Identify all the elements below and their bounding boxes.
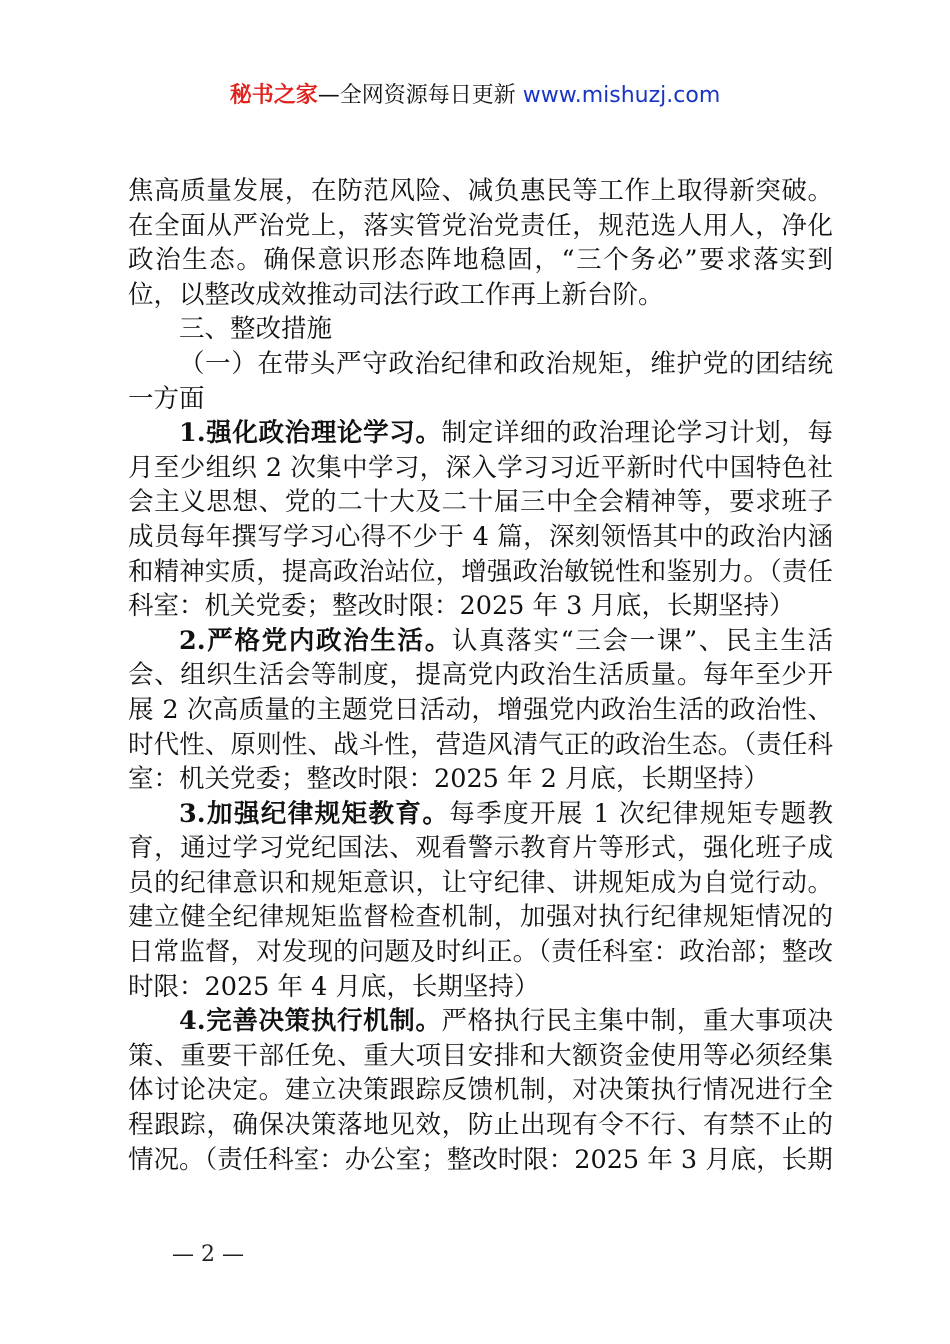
- measure-text: 严格执行民主集中制，重大事项决策、重要干部任免、重大项目安排和大额资金使用等必须经集体讨论决定。建立决策跟踪反馈机制，对决策执行情况进行全程跟踪，确保决策落地见效，防止出现有令不行、有禁不止的情况。（责任科室：办公室；整改时限：2025 年 3 月底，长期: [128, 1006, 833, 1175]
- measure-heading: 3.加强纪律规矩教育。: [179, 798, 450, 829]
- measure-item-1: [128, 416, 833, 624]
- document-body: [128, 174, 833, 1177]
- site-url-link[interactable]: www.mishuzj.com: [522, 83, 721, 108]
- brand-name: 秘书之家: [229, 83, 318, 108]
- measure-heading: 1.强化政治理论学习。: [179, 418, 442, 449]
- header-separator: —: [317, 83, 340, 108]
- measure-heading: 2.严格党内政治生活。: [179, 625, 452, 656]
- continuation-paragraph: 焦高质量发展，在防范风险、减负惠民等工作上取得新突破。在全面从严治党上，落实管党治党责任，规范选人用人，净化政治生态。确保意识形态阵地稳固，“三个务必”要求落实到位，以整改成效推动司法行政工作再上新台阶。: [128, 176, 833, 310]
- page-number: — 2 —: [172, 1242, 244, 1267]
- site-header: [0, 80, 950, 112]
- measure-item-4: [128, 1004, 833, 1177]
- measure-item-2: [128, 624, 833, 797]
- measure-text: 制定详细的政治理论学习计划，每月至少组织 2 次集中学习，深入学习习近平新时代中国特色社会主义思想、党的二十大及二十届三中全会精神等，要求班子成员每年撰写学习心得不少于 4 篇，深刻领悟其中的政治内涵和精神实质，提高政治站位，增强政治敏锐性和鉴别力。（责任科室：机关党委；整改时限：2025 年 3 月底，长期坚持）: [128, 418, 833, 622]
- measure-item-3: [128, 797, 833, 1005]
- measure-text: 认真落实“三会一课”、民主生活会、组织生活会等制度，提高党内政治生活质量。每年至少开展 2 次高质量的主题党日活动，增强党内政治生活的政治性、时代性、原则性、战斗性，营造风清气正的政治生态。（责任科室：机关党委；整改时限：2025 年 2 月底，长期坚持）: [128, 625, 834, 795]
- subsection-title: （一）在带头严守政治纪律和政治规矩，维护党的团结统一方面: [128, 348, 833, 414]
- header-tagline: 全网资源每日更新: [339, 83, 516, 108]
- measure-heading: 4.完善决策执行机制。: [179, 1006, 442, 1037]
- measure-text: 每季度开展 1 次纪律规矩专题教育，通过学习党纪国法、观看警示教育片等形式，强化班子成员的纪律意识和规矩意识，让守纪律、讲规矩成为自觉行动。建立健全纪律规矩监督检查机制，加强对执行纪律规矩情况的日常监督，对发现的问题及时纠正。（责任科室：政治部；整改时限：2025 年 4 月底，长期坚持）: [128, 798, 833, 1002]
- section-title: 三、整改措施: [179, 314, 333, 345]
